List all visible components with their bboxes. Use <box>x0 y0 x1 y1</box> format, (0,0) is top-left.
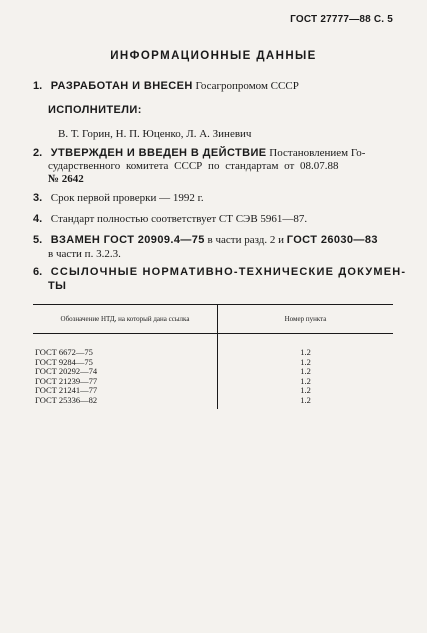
section-2-line-3: № 2642 <box>48 173 84 185</box>
section-text: Госагропромом СССР <box>195 80 299 92</box>
section-6 <box>33 265 406 279</box>
section-number: 5. <box>33 234 43 246</box>
item-cell: 1.2 <box>300 347 311 357</box>
section-3 <box>33 191 204 205</box>
section-number: 2. <box>33 147 43 159</box>
column-header-item: Номер пункта <box>218 305 394 334</box>
section-number: 4. <box>33 213 43 225</box>
section-1 <box>33 79 299 93</box>
section-4 <box>33 212 307 226</box>
column-header-document: Обозначение НТД, на который дана ссылка <box>33 305 218 334</box>
references-table <box>33 304 393 409</box>
executors-names: В. Т. Горин, Н. П. Юценко, Л. А. Зиневич <box>58 128 252 140</box>
section-2 <box>33 146 365 160</box>
document-cell: ГОСТ 6672—75 <box>33 334 218 358</box>
executors-label: ИСПОЛНИТЕЛИ: <box>48 104 142 116</box>
section-text: Постановлением Го- <box>269 147 366 159</box>
section-heading: ССЫЛОЧНЫЕ НОРМАТИВНО-ТЕХНИЧЕСКИЕ ДОКУМЕН- <box>50 266 407 278</box>
section-heading: ВЗАМЕН ГОСТ 20909.4—75 <box>50 234 205 246</box>
section-text: в части разд. 2 и <box>207 234 284 246</box>
section-5 <box>33 233 378 247</box>
document-cell: ГОСТ 21241—77 <box>33 386 218 396</box>
section-heading: УТВЕРЖДЕН И ВВЕДЕН В ДЕЙСТВИЕ <box>50 147 267 159</box>
document-cell: ГОСТ 21239—77 <box>33 377 218 387</box>
table-row <box>33 334 393 358</box>
section-number: 1. <box>33 80 43 92</box>
page-header: ГОСТ 27777—88 С. 5 <box>290 14 393 25</box>
section-5-line-2: в части п. 3.2.3. <box>48 248 121 260</box>
document-cell: ГОСТ 25336—82 <box>33 396 218 410</box>
item-cell: 1.2 <box>300 385 311 395</box>
item-cell: 1.2 <box>300 375 311 386</box>
section-text: Срок первой проверки — 1992 г. <box>50 192 204 204</box>
item-cell: 1.2 <box>300 394 311 405</box>
item-cell: 1.2 <box>300 356 311 367</box>
section-number: 6. <box>33 266 43 278</box>
table-row <box>33 396 393 410</box>
section-text: Стандарт полностью соответствует СТ СЭВ 5961—87. <box>50 213 308 225</box>
section-number: 3. <box>33 192 43 204</box>
section-6-line-2: ТЫ <box>48 280 67 292</box>
section-2-line-2: сударственного комитета СССР по стандартам от 08.07.88 <box>48 160 339 172</box>
table-header-row <box>33 305 393 334</box>
section-heading-2: ГОСТ 26030—83 <box>286 234 378 246</box>
document-cell: ГОСТ 9284—75 <box>33 358 218 368</box>
page-title: ИНФОРМАЦИОННЫЕ ДАННЫЕ <box>110 50 317 62</box>
section-heading: РАЗРАБОТАН И ВНЕСЕН <box>50 80 193 92</box>
item-cell: 1.2 <box>300 366 311 376</box>
document-cell: ГОСТ 20292—74 <box>33 367 218 377</box>
